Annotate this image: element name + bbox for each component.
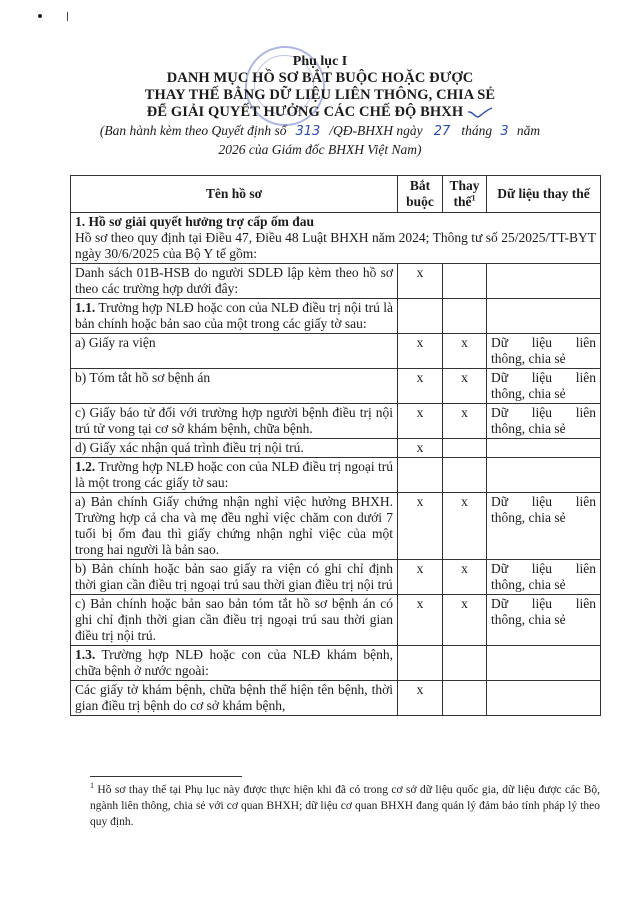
row-text-body: Trường hợp NLĐ hoặc con của NLĐ điều trị ngoại trú là một trong các giấy tờ sau: bbox=[75, 459, 393, 490]
table-row bbox=[71, 681, 601, 716]
row-replace bbox=[443, 458, 487, 493]
row-data-words bbox=[491, 370, 596, 386]
row-data bbox=[487, 404, 601, 439]
row-required bbox=[398, 299, 443, 334]
row-data-word: liệu bbox=[531, 370, 553, 385]
section-1-cell bbox=[71, 213, 601, 264]
document-table bbox=[70, 175, 601, 716]
row-required: x bbox=[398, 264, 443, 299]
row-replace: x bbox=[443, 560, 487, 595]
month-word: tháng bbox=[461, 123, 493, 138]
footnote-divider bbox=[90, 776, 242, 777]
row-text: a) Bản chính Giấy chứng nhận nghỉ việc hưởng BHXH. Trường hợp cả cha và mẹ đều nghỉ việc chăm con dưới 7 tuổi bị ốm đau thì giấy chứng nhận nghỉ việc của một trong hai người là bản sao. bbox=[71, 493, 398, 560]
footnote-mark: 1 bbox=[90, 781, 94, 791]
row-text bbox=[71, 646, 398, 681]
row-data bbox=[487, 493, 601, 560]
margin-tick bbox=[67, 12, 68, 21]
row-text: Danh sách 01B-HSB do người SDLĐ lập kèm theo hồ sơ theo các trường hợp dưới đây: bbox=[71, 264, 398, 299]
table-row bbox=[71, 493, 601, 560]
header-replace-note: 1 bbox=[471, 193, 476, 203]
row-data-line-2: thông, chia sẻ bbox=[491, 386, 566, 401]
row-text: c) Giấy báo tử đối với trường hợp người bệnh điều trị nội trú tử vong tại cơ sở khám bệnh, chữa bệnh. bbox=[71, 404, 398, 439]
row-replace: x bbox=[443, 334, 487, 369]
row-data-word: liên bbox=[575, 596, 596, 611]
row-data bbox=[487, 458, 601, 493]
row-data-words bbox=[491, 596, 596, 612]
row-replace bbox=[443, 264, 487, 299]
row-data-word: liệu bbox=[531, 335, 553, 350]
header-replace bbox=[443, 176, 487, 213]
row-data-line-2: thông, chia sẻ bbox=[491, 421, 566, 436]
title-line-2: THAY THẾ BẰNG DỮ LIỆU LIÊN THÔNG, CHIA SẺ bbox=[144, 87, 496, 103]
row-prefix: 1.3. bbox=[75, 647, 96, 662]
table-row bbox=[71, 334, 601, 369]
table-row bbox=[71, 404, 601, 439]
row-text: a) Giấy ra viện bbox=[71, 334, 398, 369]
row-required: x bbox=[398, 334, 443, 369]
row-required bbox=[398, 458, 443, 493]
header-required bbox=[398, 176, 443, 213]
row-replace bbox=[443, 681, 487, 716]
table-row bbox=[71, 595, 601, 646]
header-required-2: buộc bbox=[406, 194, 434, 209]
table-header-row bbox=[71, 176, 601, 213]
section-1-title: 1. Hồ sơ giải quyết hưởng trợ cấp ốm đau bbox=[75, 214, 315, 229]
row-replace: x bbox=[443, 369, 487, 404]
row-text bbox=[71, 299, 398, 334]
row-data-word: Dữ bbox=[491, 335, 509, 350]
row-data-word: Dữ bbox=[491, 370, 509, 385]
header-data: Dữ liệu thay thế bbox=[487, 176, 601, 213]
row-prefix: 1.1. bbox=[75, 300, 96, 315]
row-data-word: liên bbox=[575, 494, 596, 509]
year-word: năm bbox=[516, 123, 541, 138]
row-data-word: Dữ bbox=[491, 494, 509, 509]
table-row bbox=[71, 439, 601, 458]
issued-month: 3 bbox=[500, 124, 509, 139]
issued-day: 27 bbox=[433, 124, 451, 139]
row-replace bbox=[443, 299, 487, 334]
row-text: b) Tóm tắt hồ sơ bệnh án bbox=[71, 369, 398, 404]
row-required: x bbox=[398, 404, 443, 439]
row-data-line-2: thông, chia sẻ bbox=[491, 351, 566, 366]
row-replace: x bbox=[443, 493, 487, 560]
table-row bbox=[71, 560, 601, 595]
row-required: x bbox=[398, 439, 443, 458]
row-data-line-2: thông, chia sẻ bbox=[491, 577, 566, 592]
handwritten-check-icon bbox=[467, 107, 493, 119]
row-prefix: 1.2. bbox=[75, 459, 96, 474]
table-row bbox=[71, 299, 601, 334]
row-required: x bbox=[398, 681, 443, 716]
row-data-line-1 bbox=[491, 596, 596, 612]
row-data bbox=[487, 560, 601, 595]
document-header bbox=[40, 54, 600, 158]
row-text-body: Trường hợp NLĐ hoặc con của NLĐ điều trị nội trú là bản chính hoặc bản sao của một trong các giấy tờ sau: bbox=[75, 300, 393, 331]
row-data-words bbox=[491, 335, 596, 351]
row-data bbox=[487, 334, 601, 369]
row-data-word: liên bbox=[575, 561, 596, 576]
table-row bbox=[71, 264, 601, 299]
row-text bbox=[71, 458, 398, 493]
row-data-line-1 bbox=[491, 335, 596, 351]
row-required: x bbox=[398, 560, 443, 595]
row-replace: x bbox=[443, 404, 487, 439]
issuance-line-2: 2026 của Giám đốc BHXH Việt Nam) bbox=[218, 142, 422, 157]
row-data bbox=[487, 646, 601, 681]
header-replace-2: thế bbox=[453, 194, 472, 209]
row-data-word: liên bbox=[575, 370, 596, 385]
row-data-line-1 bbox=[491, 561, 596, 577]
title-line-3 bbox=[40, 104, 600, 121]
row-data bbox=[487, 595, 601, 646]
row-data-word: liên bbox=[575, 405, 596, 420]
row-replace: x bbox=[443, 595, 487, 646]
row-data-word: Dữ bbox=[491, 561, 509, 576]
footnote-text: Hồ sơ thay thế tại Phụ lục này được thực hiện khi đã có trong cơ sở dữ liệu quốc gia, dữ liệu được các Bộ, ngành liên thông, chia sẻ với cơ quan BHXH; dữ liệu cơ quan BHXH đang quản lý đảm bảo tính pháp lý theo quy định. bbox=[90, 784, 600, 828]
row-data-word: Dữ bbox=[491, 405, 509, 420]
row-data-line-1 bbox=[491, 370, 596, 386]
row-replace bbox=[443, 439, 487, 458]
row-data-word: liệu bbox=[531, 596, 553, 611]
section-1-intro: Hồ sơ theo quy định tại Điều 47, Điều 48 Luật BHXH năm 2024; Thông tư số 25/2025/TT-BYT ngày 30/6/2025 của Bộ Y tế gồm: bbox=[75, 230, 596, 261]
row-data-line-1 bbox=[491, 494, 596, 510]
row-data bbox=[487, 439, 601, 458]
decision-suffix: /QĐ-BHXH ngày bbox=[329, 123, 423, 138]
table-row bbox=[71, 369, 601, 404]
row-data-word: liệu bbox=[531, 494, 553, 509]
row-replace bbox=[443, 646, 487, 681]
table-row bbox=[71, 458, 601, 493]
title-line-3-text: ĐỂ GIẢI QUYẾT HƯỞNG CÁC CHẾ ĐỘ BHXH bbox=[146, 104, 464, 120]
row-data-words bbox=[491, 405, 596, 421]
row-data-word: liệu bbox=[531, 405, 553, 420]
row-data-word: liệu bbox=[531, 561, 553, 576]
row-data bbox=[487, 299, 601, 334]
table-row bbox=[71, 646, 601, 681]
row-data bbox=[487, 369, 601, 404]
row-data-words bbox=[491, 494, 596, 510]
margin-dot bbox=[38, 14, 42, 18]
row-data-word: liên bbox=[575, 335, 596, 350]
row-required: x bbox=[398, 595, 443, 646]
row-required bbox=[398, 646, 443, 681]
row-data-line-1 bbox=[491, 405, 596, 421]
row-required: x bbox=[398, 493, 443, 560]
header-name: Tên hồ sơ bbox=[71, 176, 398, 213]
row-text: Các giấy tờ khám bệnh, chữa bệnh thể hiện tên bệnh, thời gian điều trị bệnh do cơ sở khám bệnh, bbox=[71, 681, 398, 716]
row-data-line-2: thông, chia sẻ bbox=[491, 510, 566, 525]
row-data bbox=[487, 264, 601, 299]
decision-number: 313 bbox=[295, 124, 321, 139]
issuance-line-1 bbox=[40, 122, 600, 140]
row-data bbox=[487, 681, 601, 716]
row-required: x bbox=[398, 369, 443, 404]
row-text: d) Giấy xác nhận quá trình điều trị nội trú. bbox=[71, 439, 398, 458]
appendix-label: Phụ lục I bbox=[292, 54, 348, 69]
header-required-1: Bắt bbox=[409, 178, 431, 193]
header-replace-1: Thay bbox=[449, 178, 480, 193]
title-line-1: DANH MỤC HỒ SƠ BẮT BUỘC HOẶC ĐƯỢC bbox=[166, 70, 474, 86]
section-row bbox=[71, 213, 601, 264]
footnote bbox=[90, 782, 600, 830]
row-text-body: Trường hợp NLĐ hoặc con của NLĐ khám bệnh, chữa bệnh ở nước ngoài: bbox=[75, 647, 393, 678]
issued-prefix: (Ban hành kèm theo Quyết định số bbox=[99, 123, 287, 138]
row-data-word: Dữ bbox=[491, 596, 509, 611]
row-data-words bbox=[491, 561, 596, 577]
row-text: c) Bản chính hoặc bản sao bản tóm tắt hồ sơ bệnh án có ghi chỉ định thời gian cần điều trị ngoại trú sau thời gian điều trị nội trú. bbox=[71, 595, 398, 646]
row-text: b) Bản chính hoặc bản sao giấy ra viện có ghi chỉ định thời gian cần điều trị ngoại trú sau thời gian điều trị nội trú bbox=[71, 560, 398, 595]
row-data-line-2: thông, chia sẻ bbox=[491, 612, 566, 627]
